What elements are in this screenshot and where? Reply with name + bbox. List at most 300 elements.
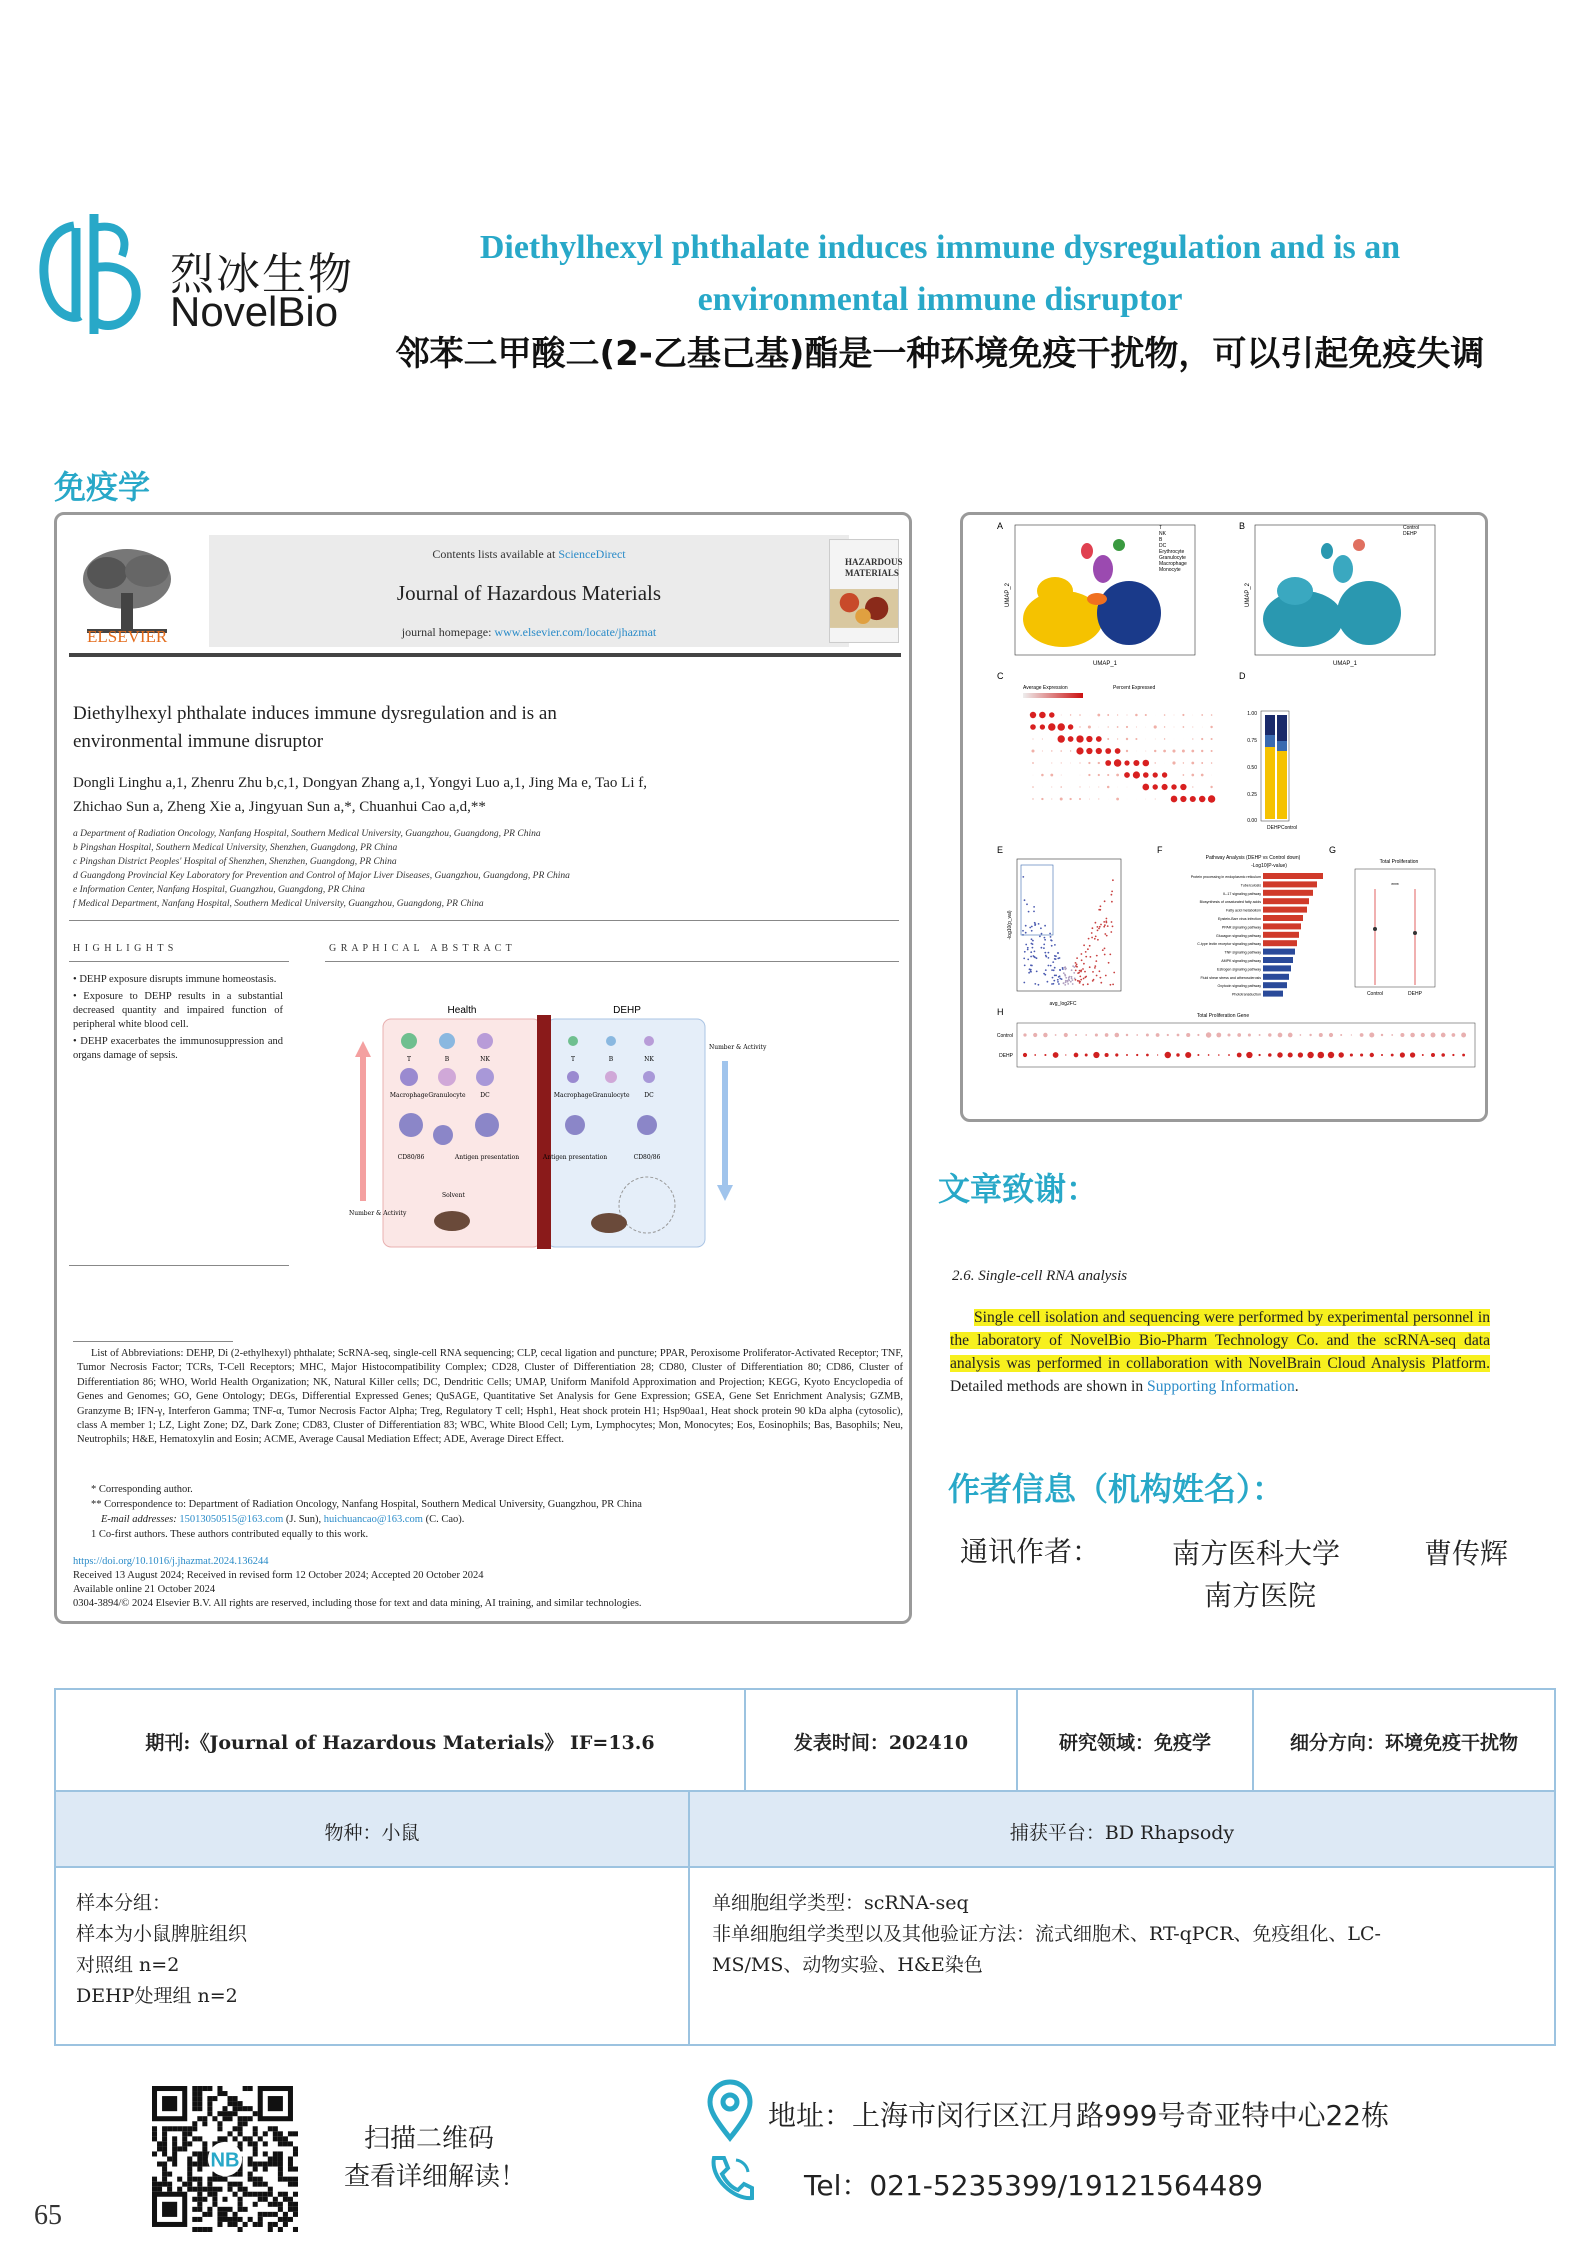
h-dot-dehp [1360, 1053, 1363, 1056]
volcano-point [1034, 924, 1036, 926]
dot [1172, 749, 1175, 752]
h-dot-control [1216, 1033, 1221, 1038]
qr-module [197, 2207, 202, 2212]
corresponding-author-name: 曹传辉 [1424, 1537, 1509, 1570]
legend-b-control: Control [1403, 525, 1420, 531]
umap-a-xlabel: UMAP_1 [1092, 661, 1118, 667]
dot [1079, 762, 1080, 763]
panel-f-letter: F [1157, 845, 1163, 855]
qr-module [268, 2126, 273, 2131]
qr-module [243, 2192, 248, 2197]
dot [1201, 738, 1203, 740]
dot [1108, 726, 1109, 727]
qr-module [253, 2141, 258, 2146]
qr-module [197, 2162, 202, 2167]
dot [1162, 772, 1167, 777]
volcano-point [1034, 983, 1036, 985]
volcano-point [1106, 918, 1108, 920]
dot [1105, 760, 1111, 766]
qr-module [162, 2126, 167, 2131]
dot [1154, 750, 1156, 752]
table-group-2: 对照组 n=2 [76, 1954, 180, 1976]
email-sun-link[interactable]: 15013050515@163.com [179, 1514, 284, 1525]
h-dot-control [1319, 1033, 1323, 1037]
h-dot-control [1237, 1033, 1241, 1037]
volcano-point [1094, 938, 1096, 940]
ga-nk-label-dehp: NK [644, 1056, 654, 1063]
pathway-bar [1263, 957, 1293, 963]
volcano-point [1041, 947, 1043, 949]
dot [1127, 787, 1128, 788]
qr-module [228, 2111, 233, 2116]
qr-module [177, 2146, 182, 2151]
qr-module [248, 2177, 253, 2182]
qr-module [212, 2192, 217, 2197]
qr-module [278, 2136, 283, 2141]
pathway-bar [1263, 915, 1303, 921]
qr-module [293, 2146, 298, 2151]
highlight-2: Exposure to DEHP results in a substantial decreased quantity and impaired function of peripheral white blood cell. [73, 991, 283, 1030]
volcano-point [1112, 926, 1114, 928]
journal-homepage-link[interactable]: www.elsevier.com/locate/jhazmat [494, 625, 657, 639]
volcano-point [1027, 959, 1029, 961]
volcano-point [1073, 972, 1075, 974]
qr-module [202, 2121, 207, 2126]
qr-module [172, 2126, 177, 2131]
affiliation-c: c Pingshan District Peoples' Hospital of Shenzhen, Shenzhen, Guangdong, PR China [73, 857, 397, 867]
corresponding-author-note: * Corresponding author. [91, 1484, 193, 1495]
qr-module [233, 2217, 238, 2222]
volcano-point [1076, 964, 1078, 966]
volcano-point [1050, 936, 1052, 938]
volcano-point [1075, 965, 1077, 967]
email-cao-link[interactable]: huichuancao@163.com [323, 1514, 423, 1525]
qr-module [253, 2151, 258, 2156]
dot [1088, 725, 1091, 728]
qr-module [162, 2177, 167, 2182]
doi-link[interactable]: https://doi.org/10.1016/j.jhazmat.2024.136244 [73, 1556, 269, 1567]
dot [1124, 772, 1130, 778]
dot [1030, 724, 1036, 730]
qr-module [162, 2151, 167, 2156]
paper-first-page: ELSEVIER Contents lists available at ScienceDirect Journal of Hazardous Materials journal homepage: www.elsevier.com/locate/jhazmat HAZARDOUS MATERIALS Diethylhexyl phthalate induces immune dysregulation and is an environmental immune disruptor Dongli Linghu a,1, Zhenru Zhu b,c,1, Dongyan Zhang a,1, Yongyi Luo a,1, Jing Ma e, Tao Li f, Zhichao Sun a, Zheng Xie a, Jingyuan Sun a,*, Chuanhui Cao a,d,** a Department of Radiation Oncology, Nanfang Hospital, Southern Medical University, Guangzhou, Guangdong, PR China b Pingshan Hospital, Southern Medical University, Shenzhen, Guangdong, PR China c Pingshan District Peoples' Hospital of Shenzhen, Shenzhen, Guangdong, PR China d Guangdong Provincial Key Laboratory for Prevention and Control of Major Liver Diseases, Guangzhou, Guangdong, PR China e Information Center, Nanfang Hospital, Guangzhou, Guangdong, PR China f Medical Department, Nanfang Hospital, Southern Medical University, Guangzhou, Guangdong, PR China H I G H L I G H T S G R A P H I C A L A B S T R A C T • DEHP exposure disrupts immune homeostasis. • Exposure to DEHP results in a substantial decreased quantity and impaired function of peripheral white blood cell. • DEHP exacerbates the immunosuppression and organs damage of sepsis. Health DEHP T B NK Macrophage Granulocyte DC CD80/86 Antigen presentation Solvent T B NK Macrophage Granulocyte DC Antigen presentation CD80/86 Number & Activity Number & Activity List of Abbreviations: DEHP, Di (2-ethylhexyl) phthalate; ScRNA-seq, single-cell RNA sequencing; CLP, cecal ligation and puncture; PPAR, Peroxisome Proliferator-Activated Receptor; TNF, Tumor Necrosis Factor; TCRs, T-Cell Receptors; MHC, Major Histocompatibility Complex; CD28, Cluster of Differentiation 28; CD80, Cluster of Differentiation 80; CD86, Cluster of Differentiation 86; WHO, World Health Organization; NK, Natural Killer cells; DC, Dendritic Cells; UMAP, Uniform Manifold Approximation and Projection; KEGG, Kyoto Encyclopedia of Genes and Genomes; GO, Gene Ontology; DEGs, Differential Expressed Genes; QuSAGE, Quantitative Set Analysis for Gene Expression; GSEA, Gene Set Enrichment Analysis; GZMB, Granzyme B; IFN-γ, Interferon Gamma; TNF-α, Tumor Necrosis Factor Alpha; Treg, Regulatory T cell; Hsph1, Heat shock protein H1; Hsp90aa1, Heat shock protein 90 kDa alpha (cytosolic), class A member 1; LZ, Light Zone; DZ, Dark Zone; CD83, Cluster of Differentiation 83; WBC, White Blood Cell; Lym, Lymphocytes; Mon, Monocytes; Eos, Eosinophils; Bas, Basophils; Neu, Neutrophils; H&E, Hematoxylin and Eosin; ACME, Average Causal Mediation Effect; ADE, Average Direct Effect. * Corresponding author. ** Correspondence to: Department of Radiation Oncology, Nanfang Hospital, Southern Medical University, Guangzhou, PR China E-mail addresses: 15013050515@163.com (J. Sun), huichuancao@163.com (C. Cao). 1 Co-first authors. These authors contributed equally to this work. https://doi.org/10.1016/j.jhazmat.2024.136244 Received 13 August 2024; Received in revised form 12 October 2024; Accepted 20 October 2024 Available online 21 October 2024 0304-3894/© 2024 Elsevier B.V. All rights are reserved, including those for text and data mining, AI training, and similar technologies. [54, 512, 912, 1624]
qr-module [202, 2116, 207, 2121]
qr-module [283, 2141, 288, 2146]
qr-module [268, 2192, 273, 2197]
volcano-point [1085, 956, 1087, 958]
qr-code-icon[interactable] [152, 2086, 298, 2232]
affiliation-f: f Medical Department, Nanfang Hospital, Southern Medical University, Guangzhou, Guangdong, PR China [73, 899, 484, 909]
volcano-point [1100, 977, 1102, 979]
volcano-point [1071, 969, 1073, 971]
dot [1061, 762, 1062, 763]
qr-module [197, 2096, 202, 2101]
volcano-point [1074, 966, 1076, 968]
qr-module [293, 2182, 298, 2187]
ga-t-label: T [406, 1056, 412, 1063]
qr-module [228, 2182, 233, 2187]
h-dot-control [1381, 1034, 1383, 1036]
qr-module [162, 2182, 167, 2187]
h-dot-dehp [1053, 1052, 1059, 1058]
volcano-point [1023, 982, 1025, 984]
dot [1171, 796, 1178, 803]
h-dot-control [1095, 1033, 1098, 1036]
dot [1126, 738, 1128, 740]
qr-module [182, 2131, 187, 2136]
volcano-point [1094, 965, 1096, 967]
volcano-point [1103, 921, 1105, 923]
h-dot-control [1369, 1033, 1374, 1038]
paper-title-line-1: Diethylhexyl phthalate induces immune dysregulation and is an [73, 703, 557, 724]
dot [1201, 750, 1203, 752]
qr-module [222, 2207, 227, 2212]
qr-module [273, 2222, 278, 2227]
volcano-point [1110, 984, 1112, 986]
h-dot-control [1288, 1033, 1293, 1038]
qr-module [217, 2212, 222, 2217]
h-dot-control [1186, 1033, 1190, 1037]
h-dot-control [1126, 1034, 1128, 1036]
qr-module [152, 2182, 157, 2187]
ga-nk-label: NK [480, 1056, 490, 1063]
dot [1117, 738, 1118, 739]
dot [1051, 762, 1052, 763]
qr-module [248, 2162, 253, 2167]
dot [1117, 726, 1119, 728]
qr-module [293, 2177, 298, 2182]
h-dot-control [1177, 1034, 1180, 1037]
qr-module [238, 2202, 243, 2207]
volcano-point [1089, 966, 1091, 968]
volcano-point [1029, 968, 1031, 970]
volcano-point [1100, 924, 1102, 926]
homepage-prefix: journal homepage: [401, 625, 495, 639]
volcano-point [1082, 968, 1084, 970]
qr-module [217, 2111, 222, 2116]
g-title: Total Proliferation [1379, 859, 1419, 865]
qr-module [162, 2141, 167, 2146]
qr-module [238, 2106, 243, 2111]
qr-module [228, 2187, 233, 2192]
h-dot-dehp [1462, 1054, 1465, 1057]
qr-module [202, 2212, 207, 2217]
qr-module [228, 2217, 233, 2222]
qr-module [248, 2172, 253, 2177]
qr-module [243, 2222, 248, 2227]
sciencedirect-link[interactable]: ScienceDirect [558, 547, 626, 561]
qr-module [228, 2131, 233, 2136]
table-species: 物种：小鼠 [324, 1822, 420, 1844]
dot [1076, 735, 1083, 742]
dot [1031, 749, 1034, 752]
qr-module [217, 2126, 222, 2131]
qr-module [172, 2146, 177, 2151]
qr-module [278, 2151, 283, 2156]
volcano-point [1050, 965, 1052, 967]
dot [1070, 750, 1071, 751]
qr-module [258, 2182, 263, 2187]
c-legend-pct: Percent Expressed [1113, 685, 1156, 691]
qr-module [238, 2217, 243, 2222]
qr-module [172, 2156, 177, 2161]
table-group-1: 样本为小鼠脾脏组织 [76, 1923, 248, 1945]
page-number: 65 [34, 2200, 62, 2231]
h-dot-control [1115, 1033, 1120, 1038]
qr-module [187, 2182, 192, 2187]
pathway-bar [1263, 932, 1299, 938]
qr-module [263, 2182, 268, 2187]
qr-module [288, 2162, 293, 2167]
qr-module [233, 2126, 238, 2131]
dot [1041, 774, 1044, 777]
qr-module [207, 2096, 212, 2101]
qr-module [177, 2187, 182, 2192]
dot [1079, 786, 1080, 787]
qr-module [278, 2167, 283, 2172]
qr-module [268, 2162, 273, 2167]
supporting-information-link[interactable]: Supporting Information [1147, 1378, 1295, 1395]
dot [1162, 784, 1168, 790]
volcano-point [1054, 955, 1056, 957]
qr-module [192, 2162, 197, 2167]
volcano-point [1045, 969, 1047, 971]
volcano-point [1100, 905, 1102, 907]
qr-module [192, 2227, 197, 2232]
qr-module [152, 2177, 157, 2182]
h-dot-control [1309, 1034, 1311, 1036]
volcano-point [1065, 969, 1067, 971]
volcano-point [1062, 967, 1064, 969]
qr-module [162, 2136, 167, 2141]
qr-module [238, 2126, 243, 2131]
dot [1126, 750, 1128, 752]
h-dot-dehp [1176, 1053, 1179, 1056]
received-dates: Received 13 August 2024; Received in revised form 12 October 2024; Accepted 20 October 2024 [73, 1570, 484, 1581]
dot [1145, 751, 1146, 752]
qr-finder-core [162, 2096, 177, 2111]
dot [1060, 786, 1062, 788]
volcano-point [1083, 978, 1085, 980]
highlight-3: DEHP exacerbates the immunosuppression and organs damage of sepsis. [73, 1036, 283, 1061]
qr-module [202, 2187, 207, 2192]
h-dot-dehp [1136, 1054, 1138, 1056]
dot [1069, 798, 1071, 800]
qr-module [197, 2167, 202, 2172]
logo-english-name: NovelBio [170, 288, 339, 335]
volcano-point [1034, 951, 1036, 953]
qr-module [197, 2187, 202, 2192]
telephone-text: Tel：021-5235399/19121564489 [804, 2169, 1263, 2202]
dot [1163, 750, 1166, 753]
email-cao-suffix: (C. Cao). [422, 1514, 465, 1525]
qr-module [278, 2172, 283, 2177]
qr-module [268, 2222, 273, 2227]
ga-number-activity-left: Number & Activity [349, 1210, 407, 1217]
qr-module [278, 2156, 283, 2161]
qr-module [268, 2156, 273, 2161]
dot [1210, 786, 1212, 788]
qr-module [228, 2101, 233, 2106]
qr-module [212, 2096, 217, 2101]
volcano-point [1053, 980, 1055, 982]
panel-d-letter: D [1239, 671, 1246, 681]
pathway-label: Epstein-Barr virus infection [1218, 917, 1261, 921]
volcano-point [1044, 925, 1046, 927]
volcano-point [1029, 927, 1031, 929]
figure-graphics [963, 515, 1485, 1119]
qr-module [263, 2131, 268, 2136]
pathway-label: AMPK signaling pathway [1221, 959, 1261, 963]
qr-module [167, 2126, 172, 2131]
ga-antigen-label: Antigen presentation [454, 1154, 520, 1161]
qr-module [243, 2187, 248, 2192]
dot [1096, 748, 1102, 754]
stacked-bars [1265, 715, 1287, 819]
qr-module [273, 2212, 278, 2217]
h-dot-control [1351, 1034, 1352, 1035]
h-dot-control [1452, 1033, 1456, 1037]
qr-finder-core [162, 2202, 177, 2217]
pathway-label: Phototransduction [1232, 992, 1261, 997]
qr-module [233, 2111, 238, 2116]
qr-module [207, 2106, 212, 2111]
volcano-point [1030, 956, 1032, 958]
volcano-point [1033, 906, 1035, 908]
h-dot-control [1023, 1033, 1026, 1036]
dot [1135, 738, 1137, 740]
table-research-field: 研究领域：免疫学 [1058, 1732, 1211, 1754]
copyright-line: 0304-3894/© 2024 Elsevier B.V. All rights are reserved, including those for text and data mining, AI training, and similar technologies. [73, 1598, 642, 1609]
volcano-point [1024, 899, 1026, 901]
cover-title: HAZARDOUS MATERIALS [845, 557, 903, 578]
table-methods-line-1: 非单细胞组学类型以及其他验证方法：流式细胞术、RT-qPCR、免疫组化、LC- [712, 1923, 1381, 1945]
volcano-point [1096, 975, 1098, 977]
volcano-point [1092, 927, 1094, 929]
qr-module [248, 2106, 253, 2111]
qr-module [222, 2212, 227, 2217]
volcano-point [1099, 909, 1101, 911]
qr-module [162, 2172, 167, 2177]
figure-panel [960, 512, 1488, 1122]
h-dot-dehp [1328, 1052, 1334, 1058]
pathway-bar [1263, 974, 1289, 980]
qr-module [192, 2106, 197, 2111]
dot [1143, 772, 1149, 778]
qr-module [238, 2187, 243, 2192]
qr-module [207, 2192, 212, 2197]
volcano-point [1064, 975, 1066, 977]
qr-module [202, 2141, 207, 2146]
qr-module [202, 2086, 207, 2091]
h-dot-dehp [1157, 1054, 1158, 1055]
qr-module [187, 2172, 192, 2177]
volcano-point [1031, 930, 1033, 932]
qr-module [222, 2106, 227, 2111]
h-dot-dehp [1246, 1052, 1252, 1058]
volcano-point [1104, 933, 1106, 935]
qr-module [217, 2086, 222, 2091]
g-group-dehp: DEHP [1408, 991, 1422, 997]
qr-module [192, 2136, 197, 2141]
qr-module [222, 2217, 227, 2222]
dot [1133, 760, 1139, 766]
volcano-label-box [1021, 865, 1053, 935]
qr-module [157, 2146, 162, 2151]
h-dot-control [1391, 1034, 1393, 1036]
qr-module [192, 2121, 197, 2126]
qr-module [288, 2156, 293, 2161]
qr-module [238, 2172, 243, 2177]
volcano-point [1063, 972, 1065, 974]
dot [1080, 775, 1081, 776]
phone-icon [704, 2152, 756, 2204]
qr-module [288, 2141, 293, 2146]
ga-macrophage-label-dehp: Macrophage [553, 1092, 593, 1099]
volcano-point [1069, 976, 1071, 978]
qr-module [202, 2151, 207, 2156]
qr-module [243, 2086, 248, 2091]
qr-module [157, 2162, 162, 2167]
volcano-point [1057, 981, 1059, 983]
h-dot-control [1227, 1033, 1230, 1036]
qr-module [293, 2192, 298, 2197]
pathway-bar [1263, 991, 1283, 997]
h-dot-control [1259, 1034, 1261, 1036]
corresponding-author-label: 通讯作者： [960, 1535, 1101, 1568]
dot [1124, 760, 1129, 765]
volcano-point [1092, 971, 1094, 973]
dot [1191, 750, 1194, 753]
h-dot-dehp [1228, 1054, 1230, 1056]
dot [1107, 774, 1109, 776]
volcano-point [1027, 949, 1029, 951]
volcano-point [1075, 962, 1077, 964]
dot [1042, 750, 1043, 751]
qr-module [192, 2197, 197, 2202]
dot [1164, 726, 1165, 727]
h-dot-dehp [1085, 1054, 1088, 1057]
qr-module [197, 2227, 202, 2232]
h-dot-control [1085, 1034, 1087, 1036]
volcano-point [1044, 974, 1046, 976]
qr-module [182, 2146, 187, 2151]
dot [1174, 715, 1175, 716]
novelbio-logo-icon [34, 208, 156, 340]
volcano-point [1098, 928, 1100, 930]
h-dot-dehp [1381, 1054, 1383, 1056]
qr-module [187, 2156, 192, 2161]
qr-module [233, 2212, 238, 2217]
institution-1: 南方医科大学 [1172, 1537, 1341, 1570]
qr-module [172, 2141, 177, 2146]
logo-chinese-name: 烈冰生物 [170, 249, 354, 300]
volcano-point [1091, 937, 1093, 939]
dot [1041, 798, 1043, 800]
h-dot-dehp [1288, 1052, 1293, 1057]
qr-module [217, 2121, 222, 2126]
h-dot-dehp [1197, 1054, 1199, 1056]
dot [1142, 784, 1149, 791]
qr-module [253, 2162, 258, 2167]
legend-a-7: Monocyte [1159, 567, 1181, 573]
qr-module [217, 2177, 222, 2182]
abbreviations-footnote: List of Abbreviations: DEHP, Di (2-ethylhexyl) phthalate; ScRNA-seq, single-cell RNA sequencing; CLP, cecal ligation and puncture; PPAR, Peroxisome Proliferator-Activated Receptor; TNF, Tumor Necrosis Factor; TCRs, T-Cell Receptors; MHC, Major Histocompatibility Complex; CD28, Cluster of Differentiation 28; CD80, Cluster of Differentiation 80; CD86, Cluster of Differentiation 86; WHO, World Health Organization; NK, Natural Killer cells; DC, Dendritic Cells; UMAP, Uniform Manifold Approximation and Projection; KEGG, Kyoto Encyclopedia of Genes and Genomes; GO, Gene Ontology; DEGs, Differential Expressed Genes; QuSAGE, Quantitative Set Analysis for Gene Expression; GSEA, Gene Set Enrichment Analysis; GZMB, Granzyme B; IFN-γ, Interferon Gamma; TNF-α, Tumor Necrosis Factor Alpha; Treg, Regulatory T cell; Hsph1, Heat shock protein H1; Hsp90aa1, Heat shock protein 90 kDa alpha (cytosolic), class A member 1; LZ, Light Zone; DZ, Dark Zone; CD83, Cluster of Differentiation 83; WBC, White Blood Cell; Lym, Lymphocytes; Mon, Monocytes; Eos, Eosinophils; Bas, Basophils; Neu, Neutrophils; H&E, Hematoxylin and Eosin; ACME, Average Causal Mediation Effect; ADE, Average Direct Effect. [77, 1348, 903, 1446]
g-significance: **** [1391, 883, 1399, 889]
volcano-point [1065, 981, 1067, 983]
volcano-point [1111, 901, 1113, 903]
dot [1153, 784, 1158, 789]
